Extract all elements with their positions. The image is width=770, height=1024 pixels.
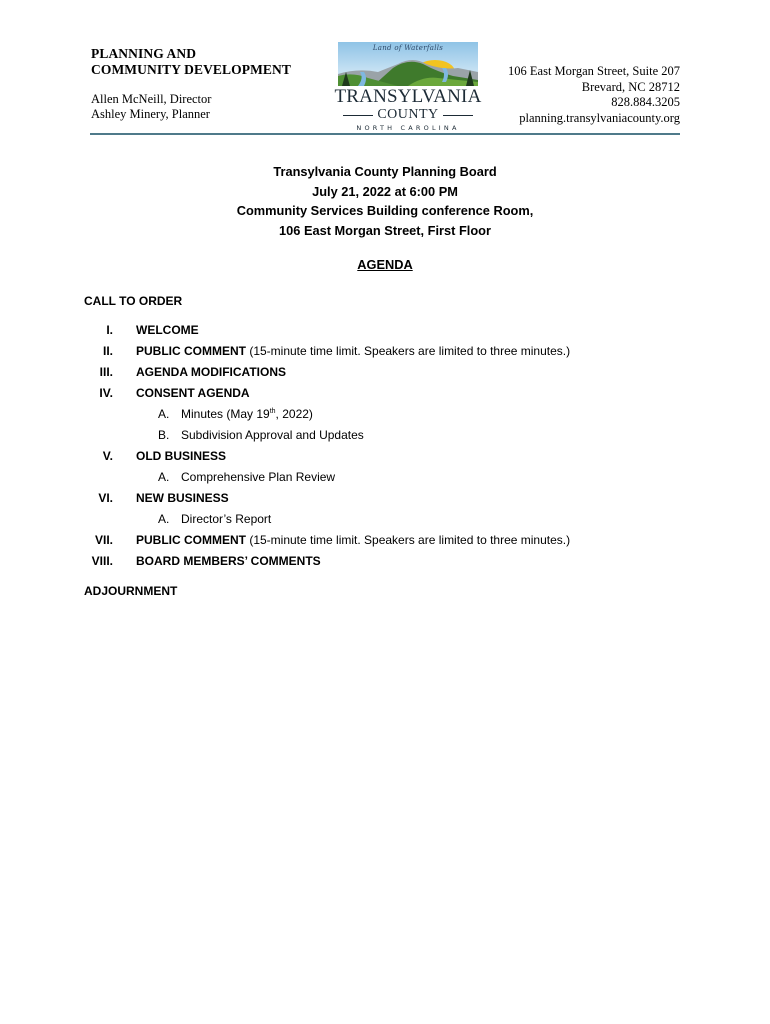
item-label: NEW BUSINESS [136, 491, 229, 505]
item-number: VII. [94, 533, 113, 547]
logo-county-line [333, 108, 483, 122]
item-label: WELCOME [136, 323, 199, 337]
department-name [91, 46, 291, 78]
logo-state: NORTH CAROLINA [356, 124, 460, 132]
agenda-item [84, 448, 704, 469]
agenda-item [84, 553, 704, 574]
logo-rule-left [343, 115, 373, 116]
meeting-datetime: July 21, 2022 at 6:00 PM [312, 183, 458, 199]
meeting-location-line-2: 106 East Morgan Street, First Floor [279, 222, 491, 238]
agenda-heading: AGENDA [357, 257, 413, 272]
staff-director: Allen McNeill, Director [91, 92, 212, 106]
department-line-2: COMMUNITY DEVELOPMENT [91, 62, 291, 77]
subitem-letter: B. [158, 428, 170, 442]
item-note: (15-minute time limit. Speakers are limited to three minutes.) [246, 533, 571, 547]
meeting-info [0, 162, 770, 240]
staff-list [91, 92, 291, 122]
item-label: PUBLIC COMMENT (15-minute time limit. Speakers are limited to three minutes.) [136, 533, 571, 547]
item-number: VI. [98, 491, 113, 505]
agenda-item [84, 490, 704, 511]
subitem-letter: A. [158, 470, 170, 484]
department-line-1: PLANNING AND [91, 46, 197, 61]
phone-number: 828.884.3205 [611, 95, 680, 109]
agenda-list [84, 322, 704, 574]
item-number: VIII. [91, 554, 113, 568]
agenda-item [84, 385, 704, 406]
item-note: (15-minute time limit. Speakers are limited to three minutes.) [246, 344, 571, 358]
logo-county-word: COUNTY [377, 107, 439, 122]
agenda-subitem [84, 469, 704, 490]
item-label: OLD BUSINESS [136, 449, 227, 463]
logo-tagline: Land of Waterfalls [372, 44, 444, 52]
logo-county-name: TRANSYLVANIA [334, 86, 482, 107]
item-number: I. [106, 323, 113, 337]
address-city: Brevard, NC 28712 [581, 79, 680, 94]
item-number: III. [99, 365, 113, 379]
item-number: V. [102, 449, 113, 463]
letterhead-divider [90, 133, 680, 135]
subitem-label: Subdivision Approval and Updates [181, 428, 364, 442]
website: planning.transylvaniacounty.org [519, 110, 680, 125]
item-label: CONSENT AGENDA [136, 386, 250, 400]
item-label: BOARD MEMBERS’ COMMENTS [136, 554, 321, 568]
county-logo [333, 40, 483, 132]
agenda-subitem [84, 406, 704, 427]
item-label: AGENDA MODIFICATIONS [136, 365, 286, 379]
meeting-location-line-1: Community Services Building conference Room, [236, 203, 534, 218]
item-label: PUBLIC COMMENT (15-minute time limit. Speakers are limited to three minutes.) [136, 344, 571, 358]
subitem-label: Director’s Report [181, 512, 272, 526]
agenda-subitem [84, 511, 704, 532]
staff-planner: Ashley Minery, Planner [91, 107, 210, 121]
agenda-item [84, 322, 704, 343]
letterhead-department-block [91, 46, 291, 122]
mountain-landscape-icon [338, 42, 478, 86]
address-street: 106 East Morgan Street, Suite 207 [508, 64, 680, 78]
call-to-order: CALL TO ORDER [84, 294, 183, 308]
subitem-letter: A. [158, 512, 170, 526]
adjournment: ADJOURNMENT [84, 584, 178, 598]
logo-rule-right [443, 115, 473, 116]
agenda-item [84, 343, 704, 364]
meeting-title: Transylvania County Planning Board [273, 164, 497, 179]
agenda-item [84, 532, 704, 553]
subitem-label: Minutes (May 19th, 2022) [181, 407, 313, 421]
agenda-item [84, 364, 704, 385]
subitem-letter: A. [158, 407, 170, 421]
letterhead-contact-block [508, 64, 680, 126]
subitem-label: Comprehensive Plan Review [181, 470, 336, 484]
item-number: IV. [99, 386, 113, 400]
agenda-subitem [84, 427, 704, 448]
item-number: II. [102, 344, 113, 358]
